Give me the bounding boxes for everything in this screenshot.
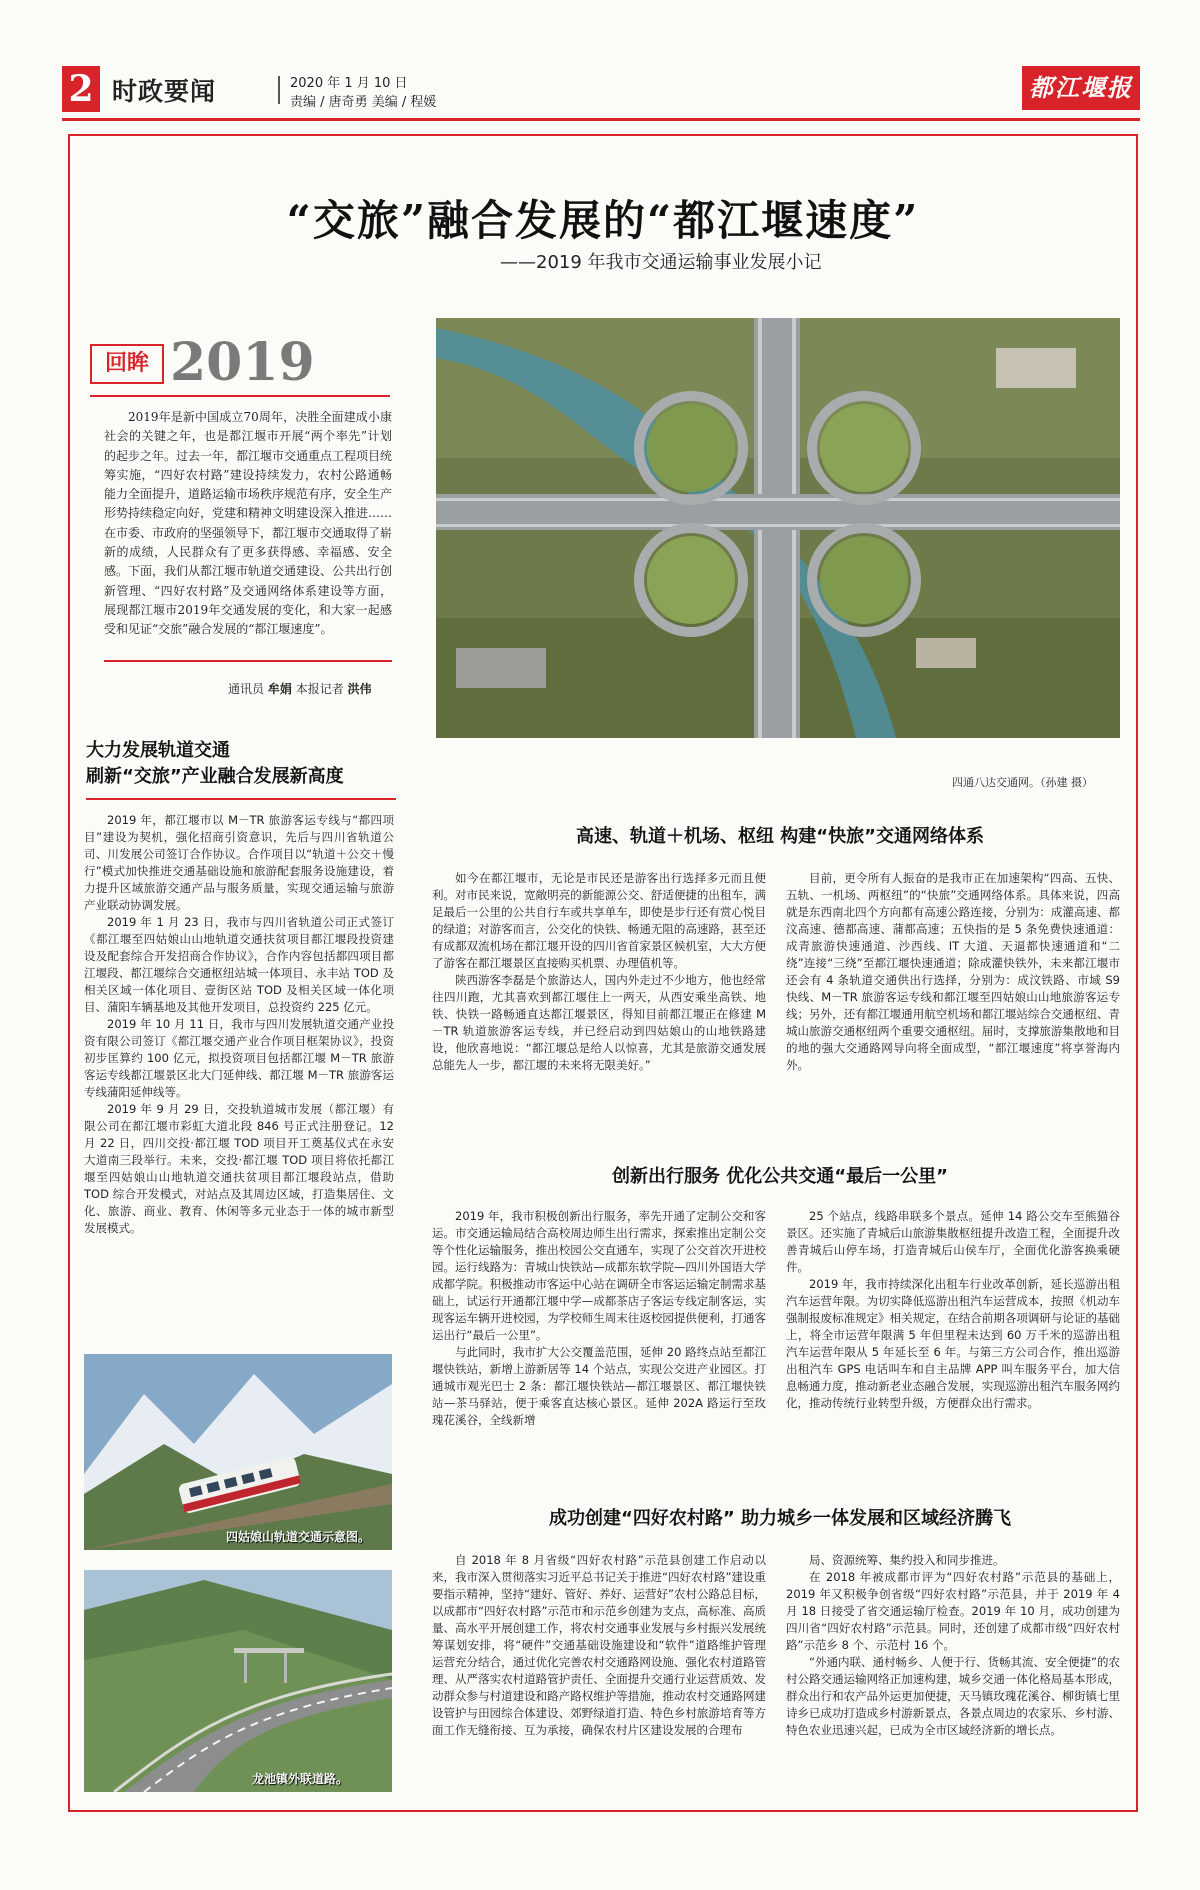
header-rule (62, 118, 1140, 121)
section2-col2 (786, 870, 1120, 1120)
article-subtitle: ——2019 年我市交通运输事业发展小记 (500, 252, 822, 273)
section3-paragraph: 2019 年，我市积极创新出行服务，率先开通了定制公交和客运。市交通运输局结合高校周边师生出行需求，探索推出定制公交等个性化运输服务，推出校园公交直通车，实现了公交首次开进校园。运行线路为：青城山快铁站—成都东软学院—四川外国语大学成都学院。积极推动市客运中心站在调研全市客运运输定制需求基础上，试运行开通都江堰中学—成都茶店子客运专线定制客运，实现客运车辆开进校园，为学校师生周末往返校园提供便利，打通客运出行“最后一公里”。 (432, 1209, 766, 1342)
article-intro: 2019年是新中国成立70周年，决胜全面建成小康社会的关键之年，也是都江堰市开展“两个率先”计划的起步之年。过去一年，都江堰市交通重点工程项目统筹实施，“四好农村路”建设持续发力，农村公路通畅能力全面提升，道路运输市场秩序规范有序，安全生产形势持续稳定向好，党建和精神文明建设深入推进……在市委、市政府的坚强领导下，都江堰市交通取得了崭新的成绩，人民群众有了更多获得感、幸福感、安全感。下面，我们从都江堰市轨道交通建设、公共出行创新管理、“四好农村路”及交通网络体系建设等方面，展现都江堰市2019年交通发展的变化，和大家一起感受和见证“交旅”融合发展的“都江堰速度”。 (104, 410, 393, 637)
section3-col2 (786, 1208, 1120, 1480)
section1-body (84, 812, 394, 1332)
byline-name-1: 牟娟 (267, 682, 292, 696)
section4-heading: 成功创建“四好农村路” 助力城乡一体发展和区域经济腾飞 (549, 1508, 1011, 1529)
interchange-illustration (436, 318, 1120, 738)
masthead-logo: 都江堰报 (1022, 66, 1140, 110)
section2-paragraph: 目前，更令所有人振奋的是我市正在加速架构“四高、五快、五轨、一机场、两枢纽”的“快旅”交通网络体系。具体来说，四高就是东西南北四个方向都有高速公路连接，分别为：成灌高速、都汶高速、德都高速、蒲都高速；五快指的是 5 条免费快速通道：成青旅游快速通道、沙西线、IT 大道、天逼都快速通道和“二绕”连接“三绕”至都江堰快速通道；除成灌快铁外，未来都江堰市还会有 4 条轨道交通供出行选择，分别为：成汶铁路、市域 S9 快线、M－TR 旅游客运专线和都江堰至四姑娘山山地旅游客运专线；另外，还有都江堰通用航空机场和都江堰站综合交通枢纽、青城山旅游交通枢纽两个重要交通枢纽。届时，支撑旅游集散地和目的地的强大交通路网导向将全面成型，“都江堰速度”将享誉海内外。 (786, 871, 1120, 1072)
section1-heading-line2: 刷新“交旅”产业融合发展新高度 (86, 766, 344, 787)
section1-paragraph: 2019 年，都江堰市以 M－TR 旅游客运专线与“都四项目”建设为契机，强化招商引资意识，先后与四川省轨道公司、川发展公司签订合作协议。合作项目以“轨道＋公交＋慢行”模式加快推进交通基础设施和旅游配套服务设施建设，着力提升区域旅游交通产品与服务质量，实现交通运输与旅游产业联动协调发展。 (84, 813, 394, 912)
section1-rule (86, 798, 396, 800)
section1-paragraph: 2019 年 9 月 29 日，交投轨道城市发展（都江堰）有限公司在都江堰市彩虹大道北段 846 号正式注册登记。12 月 22 日，四川交投·都江堰 TOD 项目开工奠基仪式在永安大道南三段举行。未来，交投·都江堰 TOD 项目将依托都江堰至四姑娘山山地轨道交通扶贫项目都江堰段站点，借助 TOD 综合开发模式，对站点及其周边区域，打造集居住、文化、旅游、商业、教育、休闲等多元业态于一体的城市新型发展模式。 (84, 1102, 394, 1235)
review-label: 回眸 (90, 344, 164, 384)
section3-paragraph: 25 个站点，线路串联多个景点。延伸 14 路公交车至熊猫谷景区。还实施了青城后山旅游集散枢纽提升改造工程，全面提升改善青城后山停车场，打造青城后山侯车厅，全面优化游客换乘硬件。 (786, 1209, 1120, 1274)
section3-col1 (432, 1208, 766, 1480)
header-divider (278, 76, 280, 104)
article-title: “交旅”融合发展的“都江堰速度” (286, 196, 920, 245)
train-photo (84, 1354, 392, 1550)
section2-col1 (432, 870, 766, 1160)
byline-prefix: 通讯员 (228, 682, 265, 696)
section2-paragraph: 如今在都江堰市，无论是市民还是游客出行选择多元而且便利。对市民来说，宽敞明亮的新能源公交、舒适便捷的出租车，满足最后一公里的公共自行车或共享单车，即使是步行还有赏心悦目的绿道；对游客而言，公交化的快铁、畅通无阻的高速路，甚至还有成都双流机场在都江堰开设的四川省首家景区候机室，大大方便了游客在都江堰景区直接购买机票、办理值机等。 (432, 871, 766, 970)
section3-paragraph: 与此同时，我市扩大公交覆盖范围，延伸 20 路终点站至都江堰快铁站，新增上游新居等 14 个站点，实现公交进产业园区。打通城市观光巴士 2 条：都江堰快铁站—都江堰景区、都江堰快铁站—茶马驿站，便于乘客直达核心景区。延伸 202A 路运行至玫瑰花溪谷，全线新增 (432, 1345, 766, 1427)
section1-paragraph: 2019 年 1 月 23 日，我市与四川省轨道公司正式签订《都江堰至四姑娘山山地轨道交通扶贫项目都江堰段投资建设及配套综合开发招商合作协议》，合作内容包括都四项目都江堰段、都江堰综合交通枢纽站城一体项目、永丰站 TOD 及相关区域一体化项目、壹街区站 TOD 及相关区域一体化项目、蒲阳车辆基地及其他开发项目，总投资约 225 亿元。 (84, 915, 394, 1014)
section1-paragraph: 2019 年 10 月 11 日，我市与四川发展轨道交通产业投资有限公司签订《都江堰交通产业合作项目框架协议》，投资初步匡算约 100 亿元，拟投资项目包括都江堰 M－TR 旅游客运专线都江堰景区北大门延伸线、都江堰 M－TR 旅游客运专线蒲阳延伸线等。 (84, 1017, 394, 1099)
train-caption: 四姑娘山轨道交通示意图。 (226, 1530, 371, 1544)
section3-paragraph: 2019 年，我市持续深化出租车行业改革创新，延长巡游出租汽车运营年限。为切实降低巡游出租汽车运营成本，按照《机动车强制报废标准规定》相关规定，在结合前期各项调研与论证的基础上，将全市运营年限满 5 年但里程未达到 60 万千米的巡游出租汽车运营年限从 5 年延长至 6 年。与第三方公司合作，推出巡游出租汽车 GPS 电话叫车和自主品牌 APP 叫车服务平台，加大信息畅通力度，推动新老业态融合发展，实现巡游出租汽车服务网约化，推动传统行业转型升级，方便群众出行需求。 (786, 1277, 1120, 1410)
section2-heading: 高速、轨道＋机场、枢纽 构建“快旅”交通网络体系 (576, 826, 984, 847)
section4-paragraph: “外通内联、通村畅乡、人便于行、货畅其流、安全便捷”的农村公路交通运输网络正加速构建，城乡交通一体化格局基本形成，群众出行和农产品外运更加便捷，天马镇玫瑰花溪谷、柳街镇七里诗乡已成功打造成乡村游新景点，各景点周边的农家乐、乡村游、特色农业迅速兴起，已成为全市区域经济新的增长点。 (786, 1655, 1120, 1737)
road-photo (84, 1570, 392, 1792)
section2-paragraph: 陕西游客李磊是个旅游达人，国内外走过不少地方，他也经常往四川跑，尤其喜欢到都江堰住上一两天，从西安乘坐高铁、地铁、快铁一路畅通直达都江堰景区，得知目前都江堰正在修建 M－TR 轨道旅游客运专线，并已经启动到四姑娘山的山地铁路建设，他欣喜地说：“都江堰总是给人以惊喜，尤其是旅游交通发展总能先人一步，都江堰的未来将无限美好。” (432, 973, 766, 1072)
page-header (62, 66, 1140, 112)
section3-heading: 创新出行服务 优化公共交通“最后一公里” (612, 1166, 948, 1187)
issue-date: 2020 年 1 月 10 日 (290, 76, 408, 91)
train-illustration (84, 1354, 392, 1550)
section4-col1 (432, 1552, 766, 1792)
interchange-caption: 四通八达交通网。（孙建 摄） (952, 776, 1093, 789)
interchange-photo (436, 318, 1120, 738)
page-number: 2 (62, 66, 100, 112)
byline-name-2: 洪伟 (347, 682, 372, 696)
section-name: 时政要闻 (112, 77, 217, 106)
review-rule (90, 395, 390, 397)
section4-paragraph: 自 2018 年 8 月省级“四好农村路”示范县创建工作启动以来，我市深入贯彻落实习近平总书记关于推进“四好农村路”建设重要指示精神，坚持“建好、管好、养好、运营好”农村公路总目标，以成都市“四好农村路”示范市和示范乡创建为支点，高标准、高质量、高水平开展创建工作，将农村交通事业发展与乡村振兴发展统筹谋划安排，将“硬件”交通基础设施建设和“软件”道路维护管理运营充分结合，通过优化完善农村交通路网设施、强化农村道路管理、从严落实农村道路管护责任、全面提升交通行业运营质效、发动群众参与村道建设和路产路权维护等措施，推动农村交通路网建设管护与田园综合体建设、郊野绿道打造、特色乡村旅游培育等方面工作无缝衔接、互为承接，确保农村片区建设发展的合理布 (432, 1553, 766, 1737)
section4-paragraph: 局、资源统筹、集约投入和同步推进。 (809, 1553, 1005, 1567)
section4-paragraph: 在 2018 年被成都市评为“四好农村路”示范县的基础上，2019 年又积极争创省级“四好农村路”示范县，并于 2019 年 4 月 18 日接受了省交通运输厅检查。2019 年 10 月，成功创建为四川省“四好农村路”示范县。同时，还创建了成都市级“四好农村路”示范乡 8 个、示范村 16 个。 (786, 1570, 1120, 1652)
section1-heading-line1: 大力发展轨道交通 (86, 740, 230, 761)
section4-col2 (786, 1552, 1120, 1792)
byline (228, 680, 372, 697)
review-year: 2019 (170, 332, 315, 393)
road-illustration (84, 1570, 392, 1792)
editor-credits: 责编 / 唐奇勇 美编 / 程媛 (290, 95, 437, 110)
intro-rule (104, 660, 392, 662)
byline-mid: 本报记者 (295, 682, 344, 696)
road-caption: 龙池镇外联道路。 (252, 1772, 349, 1786)
